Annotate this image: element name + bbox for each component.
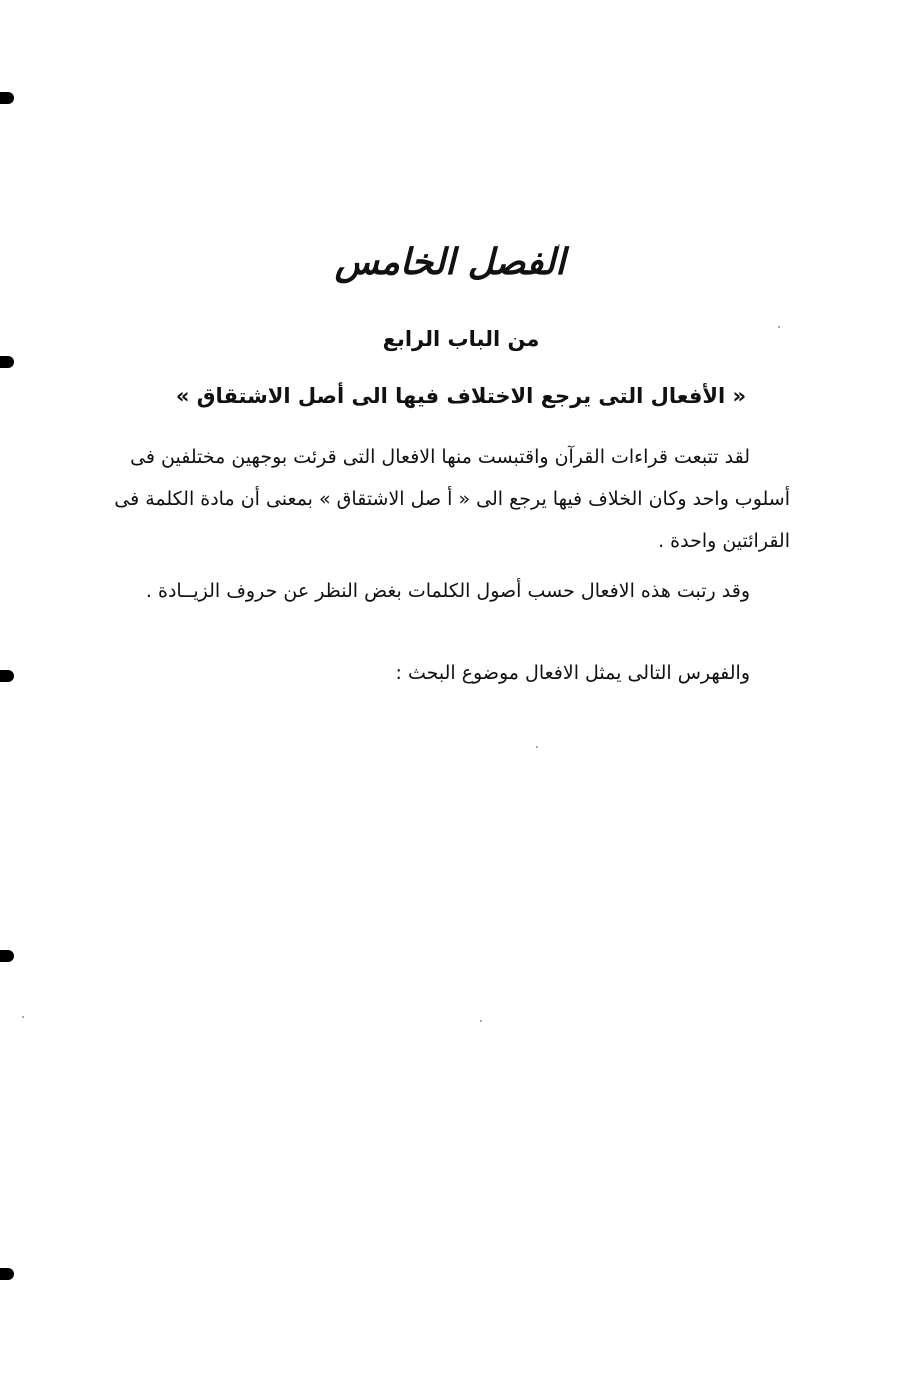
chapter-title: الفصل الخامس [334,241,566,283]
paragraph-intro: لقد تتبعت قراءات القرآن واقتبست منها الافعال التى قرئت بوجهين مختلفين فى أسلوب واحد وكان الخلاف فيها يرجع الى « أ صل الاشتقاق » بمعنى أن مادة الكلمة فى القرائتين واحدة . [114,446,790,552]
scan-speck [480,1020,482,1022]
scan-speck [22,1016,24,1018]
section-heading: « الأفعال التى يرجع الاختلاف فيها الى أصل الاشتقاق » [175,384,747,408]
punch-hole-mark [0,670,14,682]
section-subtitle: من الباب الرابع [382,327,540,351]
punch-hole-mark [0,950,14,962]
scan-speck [536,746,538,748]
paragraph-index-note: والفهرس التالى يمثل الافعال موضوع البحث : [395,662,750,684]
punch-hole-mark [0,1268,14,1280]
punch-hole-mark [0,92,14,104]
punch-hole-mark [0,356,14,368]
paragraph-ordering: وقد رتبت هذه الافعال حسب أصول الكلمات بغض النظر عن حروف الزيــادة . [145,580,750,602]
